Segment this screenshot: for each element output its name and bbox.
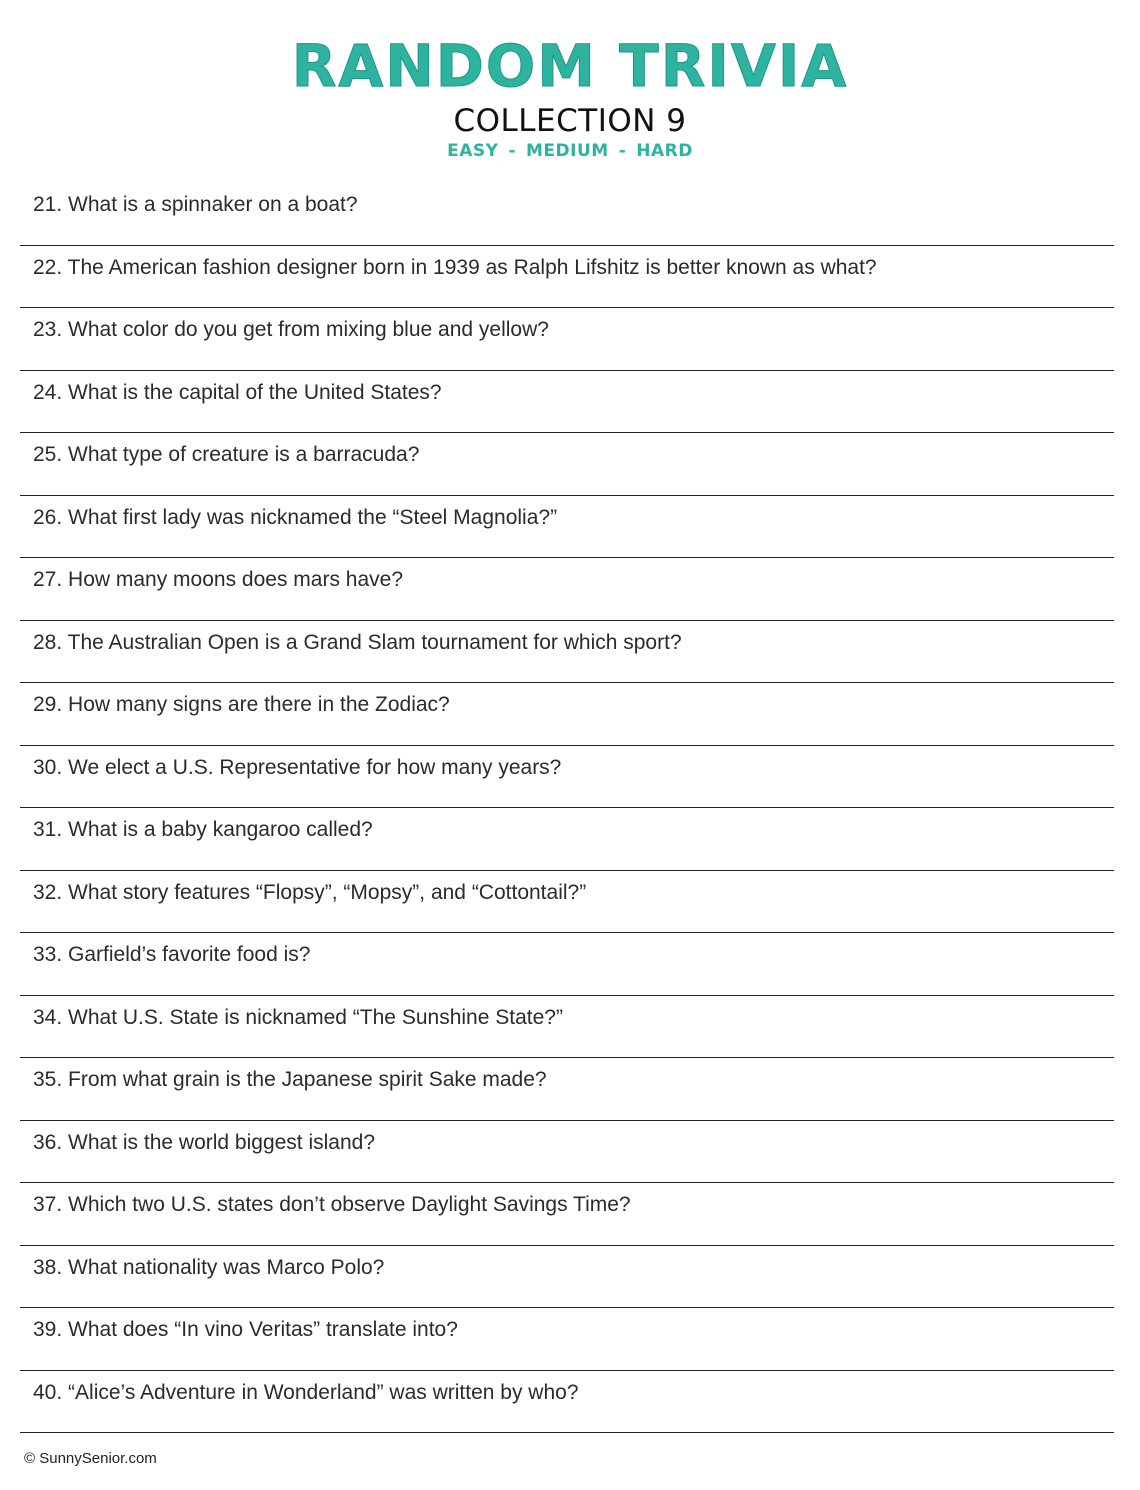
question-item: 25. What type of creature is a barracuda? — [20, 435, 1114, 496]
question-item: 21. What is a spinnaker on a boat? — [20, 185, 1114, 246]
question-item: 40. “Alice’s Adventure in Wonderland” was written by who? — [20, 1373, 1114, 1434]
question-item: 30. We elect a U.S. Representative for how many years? — [20, 748, 1114, 809]
question-item: 36. What is the world biggest island? — [20, 1123, 1114, 1184]
question-item: 22. The American fashion designer born in 1939 as Ralph Lifshitz is better known as what? — [20, 248, 1114, 309]
question-item: 26. What first lady was nicknamed the “Steel Magnolia?” — [20, 498, 1114, 559]
question-item: 33. Garfield’s favorite food is? — [20, 935, 1114, 996]
question-item: 24. What is the capital of the United States? — [20, 373, 1114, 434]
question-item: 37. Which two U.S. states don’t observe Daylight Savings Time? — [20, 1185, 1114, 1246]
level-hard: HARD — [636, 141, 693, 161]
question-item: 35. From what grain is the Japanese spirit Sake made? — [20, 1060, 1114, 1121]
title-container — [0, 30, 1140, 102]
question-item: 34. What U.S. State is nicknamed “The Sunshine State?” — [20, 998, 1114, 1059]
question-item: 27. How many moons does mars have? — [20, 560, 1114, 621]
question-item: 31. What is a baby kangaroo called? — [20, 810, 1114, 871]
level-separator: - — [618, 141, 627, 161]
question-list — [20, 185, 1114, 1435]
question-item: 28. The Australian Open is a Grand Slam tournament for which sport? — [20, 623, 1114, 684]
copyright-footer: © SunnySenior.com — [24, 1450, 157, 1467]
difficulty-levels — [0, 140, 1140, 162]
level-easy: EASY — [447, 141, 499, 161]
question-item: 23. What color do you get from mixing blue and yellow? — [20, 310, 1114, 371]
level-medium: MEDIUM — [526, 141, 609, 161]
page-header — [0, 30, 1140, 162]
collection-subtitle: COLLECTION 9 — [453, 103, 687, 139]
question-item: 38. What nationality was Marco Polo? — [20, 1248, 1114, 1309]
question-item: 32. What story features “Flopsy”, “Mopsy”, and “Cottontail?” — [20, 873, 1114, 934]
page-title: RANDOM TRIVIA — [291, 32, 849, 100]
question-item: 29. How many signs are there in the Zodiac? — [20, 685, 1114, 746]
question-item: 39. What does “In vino Veritas” translate into? — [20, 1310, 1114, 1371]
level-separator: - — [508, 141, 517, 161]
